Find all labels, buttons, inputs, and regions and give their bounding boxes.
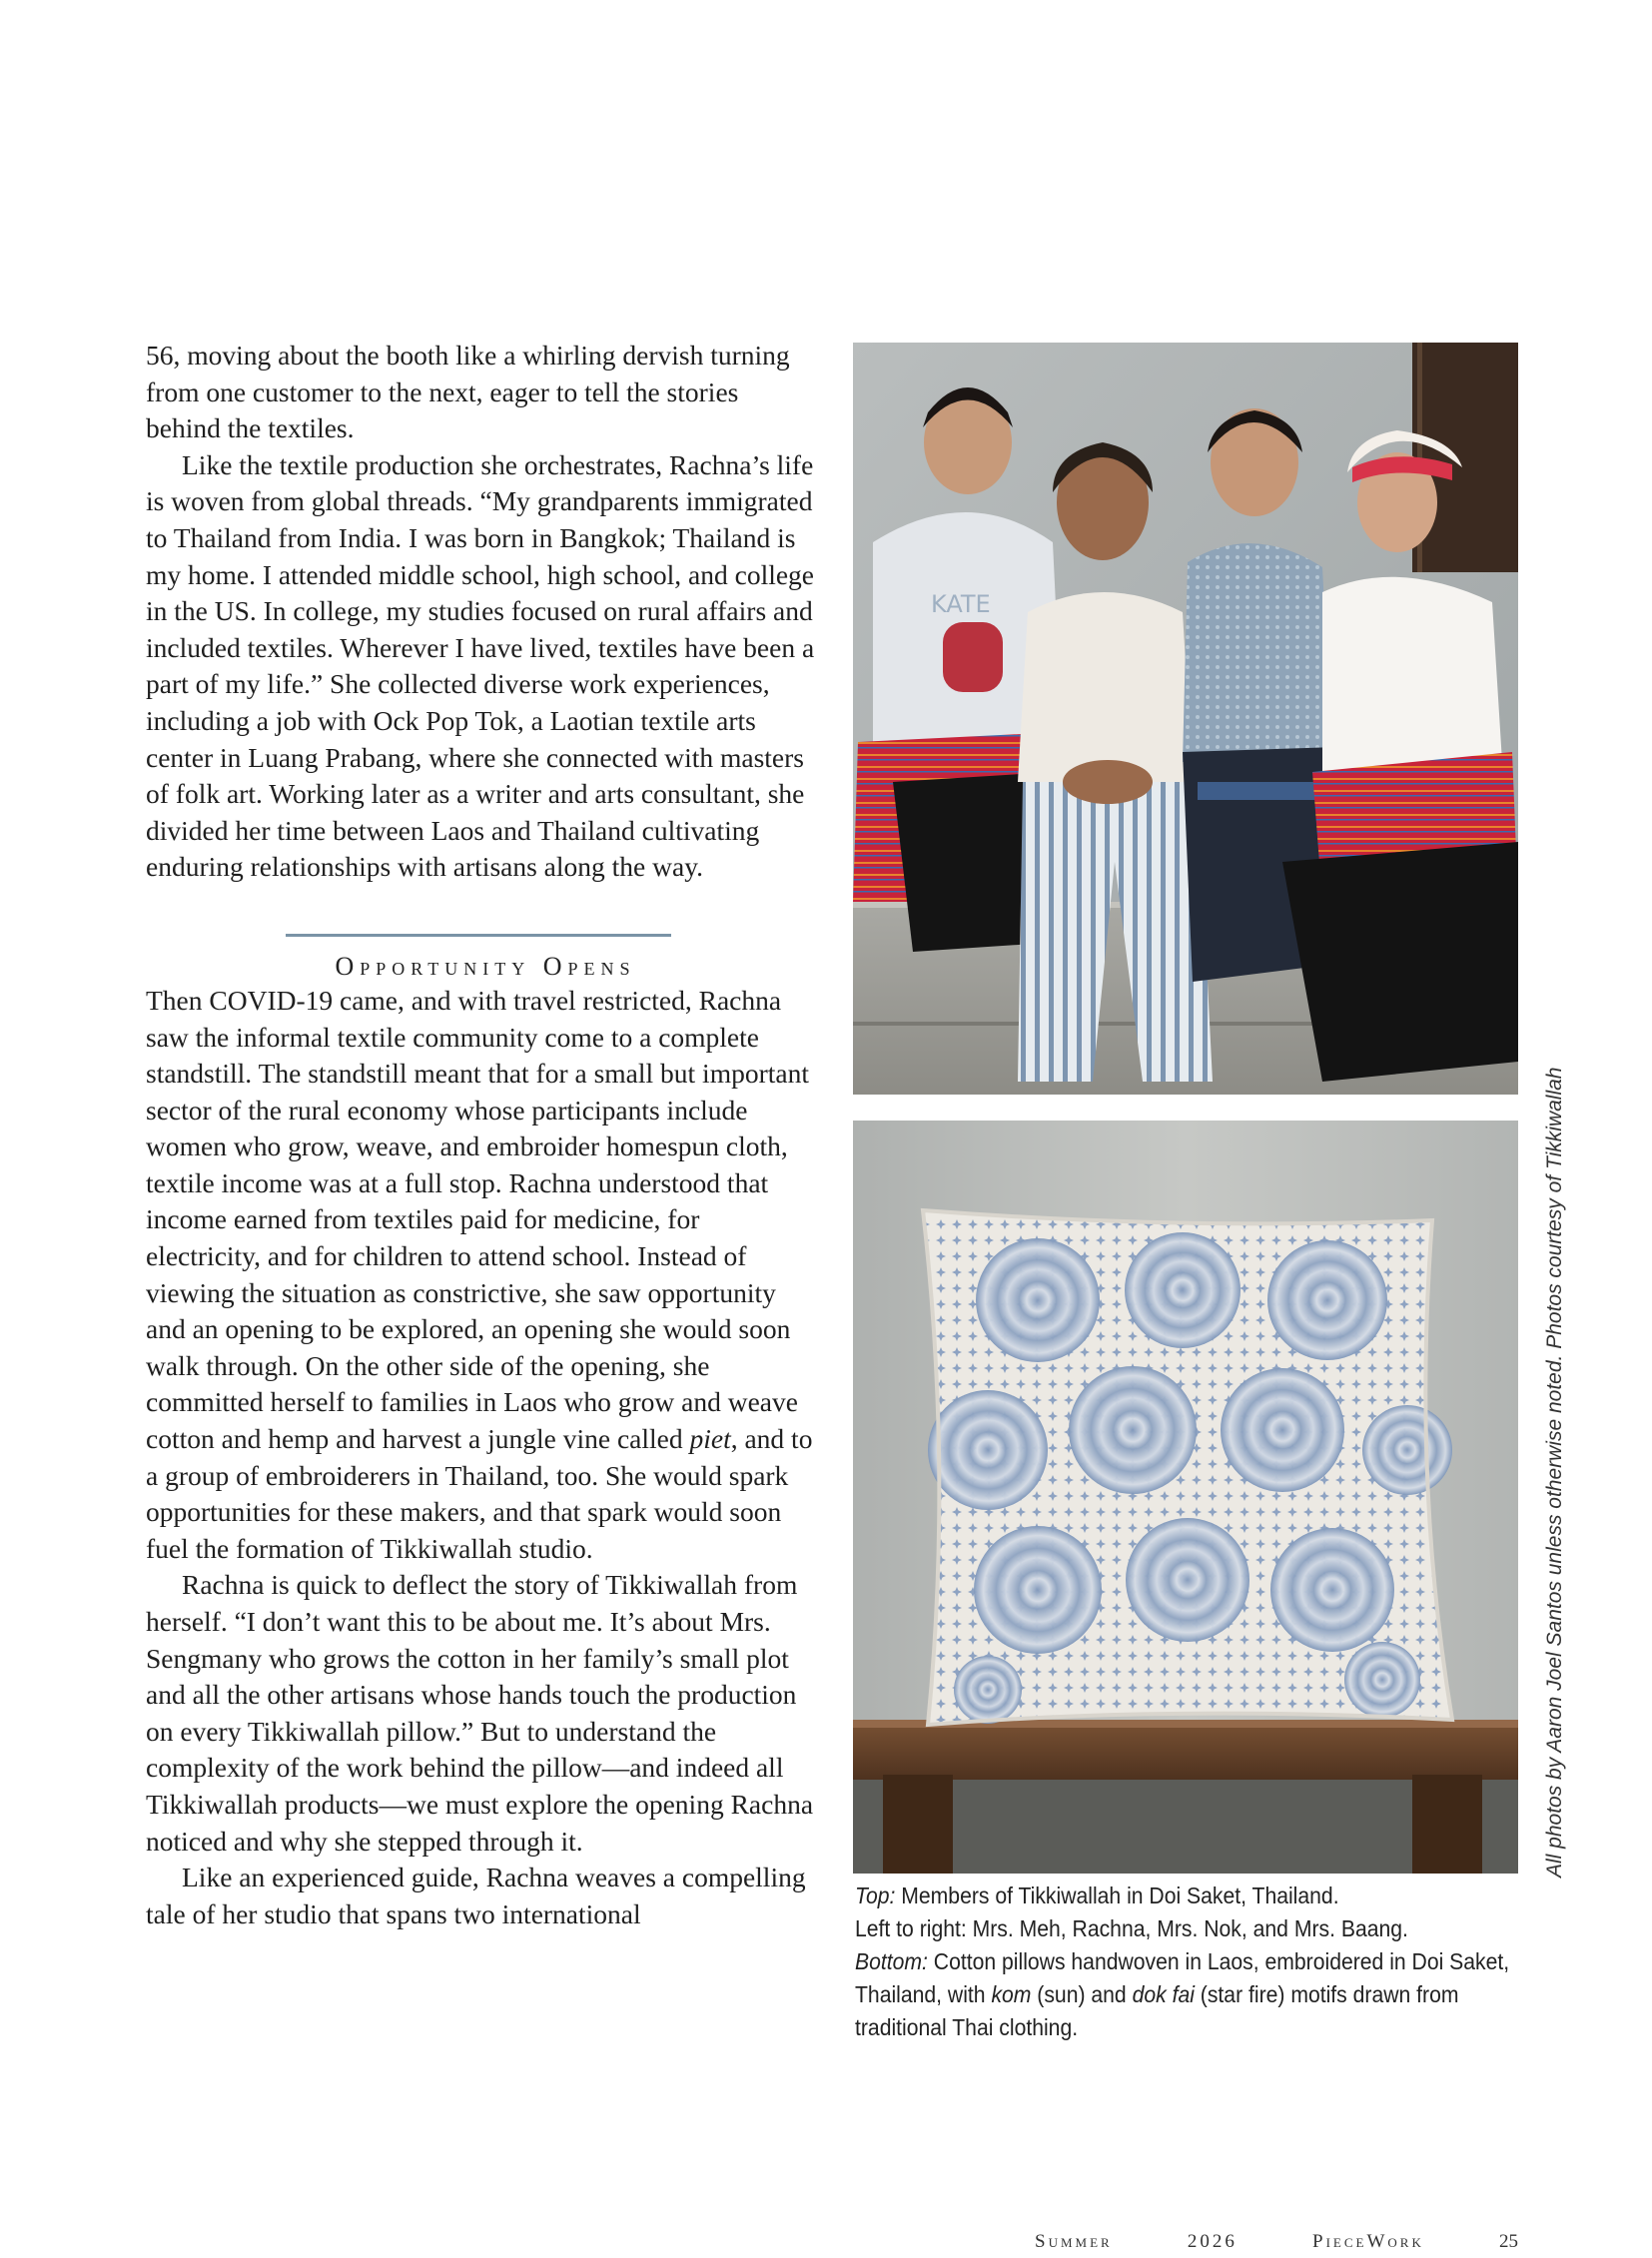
paragraph-5: Like an experienced guide, Rachna weaves a compelling tale of her studio that spans two international	[146, 1862, 806, 1929]
caption-line-3	[855, 1945, 1510, 1978]
page-footer	[1035, 2231, 1518, 2253]
caption-bottom-text: Cotton pillows handwoven in Laos, embroidered in Doi Saket,	[927, 1948, 1510, 1974]
footer-year: 2026	[1187, 2231, 1238, 2252]
caption-line-5: traditional Thai clothing.	[855, 2014, 1079, 2040]
caption-line-1	[855, 1880, 1480, 1912]
caption-top-label: Top:	[855, 1882, 896, 1908]
photo-credit: All photos by Aaron Joel Santos unless otherwise noted. Photos courtesy of Tikkiwallah	[1543, 1067, 1566, 1878]
page-number: 25	[1499, 2231, 1518, 2252]
caption-l4-a: Thailand, with	[855, 1981, 992, 2007]
paragraph-1: 56, moving about the booth like a whirling dervish turning from one customer to the next, eager to tell the stories behind the textiles.	[146, 340, 790, 444]
caption-line-4	[855, 1978, 1480, 2011]
paragraph-4: Rachna is quick to deflect the story of Tikkiwallah from herself. “I don’t want this to be about me. It’s about Mrs. Sengmany who grows the cotton in her family’s small plot and all the other artisans whose hands touch the production on every Tikkiwallah pillow.” But to understand the complexity of the work behind the pillow—and indeed all Tikkiwallah products—we must explore the opening Rachna noticed and why she stepped through it.	[146, 1569, 814, 1857]
section-rule	[286, 934, 671, 937]
caption-l4-b: (sun) and	[1031, 1981, 1133, 2007]
caption-kom: kom	[991, 1981, 1032, 2007]
caption-top-text: Members of Tikkiwallah in Doi Saket, Thailand.	[895, 1882, 1339, 1908]
p3-italic: piet	[689, 1423, 731, 1455]
photo-caption	[855, 1880, 1510, 2044]
p3-b: , and to a group of embroiderers in Thailand, too. She would spark opportunities for these makers, and that spark would soon fuel the formation of Tikkiwallah studio.	[146, 1423, 813, 1564]
section-heading: Opportunity Opens	[335, 951, 636, 981]
paragraph-3	[146, 983, 815, 1568]
article-column	[146, 338, 815, 1932]
photo-top-artisans	[853, 343, 1518, 1095]
caption-bottom-label: Bottom:	[855, 1948, 928, 1974]
p3-a: Then COVID-19 came, and with travel restricted, Rachna saw the informal textile community come to a complete standstill. The standstill meant that for a small but important sector of the rural economy whose participants include women who grow, weave, and embroider homespun cloth, textile income was at a full stop. Rachna understood that income earned from textiles paid for medicine, for electricity, and for children to attend school. Instead of viewing the situation as constrictive, she saw opportunity and an opening to be explored, an opening she would soon walk through. On the other side of the opening, she committed herself to families in Laos who grow and weave cotton and hemp and harvest a jungle vine called	[146, 984, 809, 1455]
paragraph-2: Like the textile production she orchestrates, Rachna’s life is woven from global threads. “My grandparents immigrated to Thailand from India. I was born in Bangkok; Thailand is my home. I attended middle school, high school, and college in the US. In college, my studies focused on rural affairs and included textiles. Wherever I have lived, textiles have been a part of my life.” She collected diverse work experiences, including a job with Ock Pop Tok, a Laotian textile arts center in Luang Prabang, where she connected with masters of folk art. Working later as a writer and arts consultant, she divided her time between Laos and Thailand cultivating enduring relationships with artisans along the way.	[146, 448, 815, 883]
shirt-text: KATE	[931, 590, 991, 618]
footer-magazine: PieceWork	[1312, 2231, 1424, 2252]
photo-bottom-pillow	[853, 1121, 1518, 1874]
caption-l4-c: (star fire) motifs drawn from	[1194, 1981, 1459, 2007]
caption-dok-fai: dok fai	[1132, 1981, 1195, 2007]
footer-season: Summer	[1035, 2231, 1113, 2252]
caption-line-2: Left to right: Mrs. Meh, Rachna, Mrs. Nok, and Mrs. Baang.	[855, 1915, 1408, 1941]
